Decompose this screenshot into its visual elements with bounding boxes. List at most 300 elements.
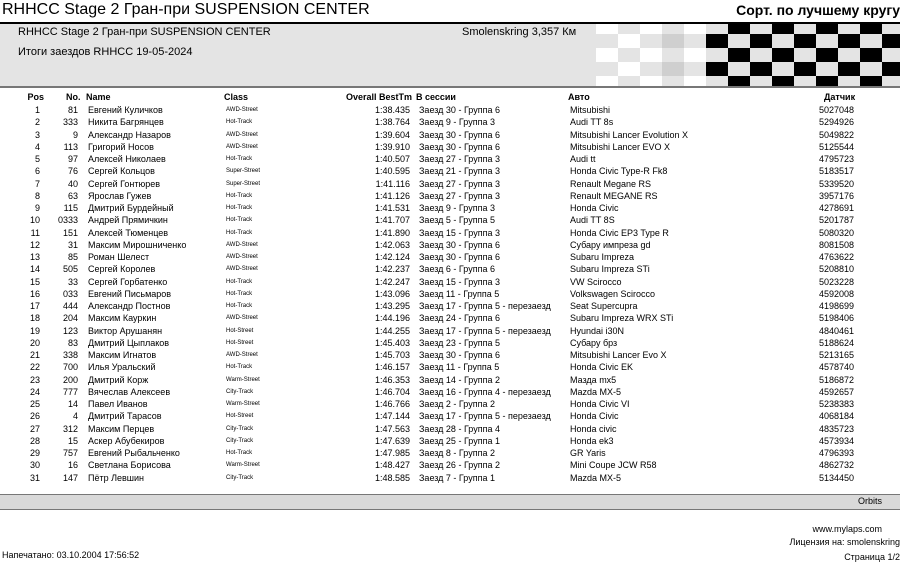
cell-class: AWD-Street bbox=[226, 242, 258, 248]
cell-session: Заезд 17 - Группа 5 - перезаезд bbox=[419, 411, 551, 421]
cell-session: Заезд 30 - Группа 6 bbox=[419, 130, 500, 140]
event-header-band bbox=[0, 24, 900, 88]
cell-name: Ярослав Гужев bbox=[88, 191, 151, 201]
cell-sensor: 5186872 bbox=[790, 375, 854, 385]
cell-pos: 3 bbox=[0, 130, 40, 140]
cell-name: Сергей Кольцов bbox=[88, 166, 155, 176]
cell-car: Renault MEGANE RS bbox=[570, 191, 658, 201]
cell-class: City-Track bbox=[226, 426, 253, 432]
cell-time: 1:41.126 bbox=[330, 191, 410, 201]
cell-class: Warm-Street bbox=[226, 462, 260, 468]
cell-car: Mazda MX-5 bbox=[570, 473, 621, 483]
cell-pos: 6 bbox=[0, 166, 40, 176]
cell-time: 1:40.595 bbox=[330, 166, 410, 176]
license-text: Лицензия на: smolenskring bbox=[790, 537, 900, 547]
cell-name: Илья Уральский bbox=[88, 362, 156, 372]
cell-no: 31 bbox=[42, 240, 78, 250]
cell-time: 1:46.157 bbox=[330, 362, 410, 372]
cell-car: Mitsubishi Lancer Evo X bbox=[570, 350, 667, 360]
cell-class: Super-Street bbox=[226, 181, 260, 187]
table-row bbox=[0, 215, 900, 227]
cell-sensor: 4840461 bbox=[790, 326, 854, 336]
cell-pos: 9 bbox=[0, 203, 40, 213]
cell-session: Заезд 11 - Группа 5 bbox=[419, 362, 499, 372]
cell-no: 147 bbox=[42, 473, 78, 483]
cell-time: 1:41.890 bbox=[330, 228, 410, 238]
cell-pos: 1 bbox=[0, 105, 40, 115]
cell-session: Заезд 17 - Группа 5 - перезаезд bbox=[419, 326, 551, 336]
cell-car: VW Scirocco bbox=[570, 277, 622, 287]
cell-no: 777 bbox=[42, 387, 78, 397]
cell-sensor: 5198406 bbox=[790, 313, 854, 323]
cell-pos: 31 bbox=[0, 473, 40, 483]
cell-session: Заезд 23 - Группа 5 bbox=[419, 338, 500, 348]
cell-sensor: 8081508 bbox=[790, 240, 854, 250]
cell-class: AWD-Street bbox=[226, 144, 258, 150]
cell-sensor: 5049822 bbox=[790, 130, 854, 140]
table-row bbox=[0, 289, 900, 301]
cell-sensor: 4578740 bbox=[790, 362, 854, 372]
cell-pos: 29 bbox=[0, 448, 40, 458]
report-title-bar bbox=[0, 0, 900, 24]
cell-name: Дмитрий Тарасов bbox=[88, 411, 162, 421]
cell-session: Заезд 28 - Группа 4 bbox=[419, 424, 500, 434]
cell-session: Заезд 30 - Группа 6 bbox=[419, 142, 500, 152]
table-row bbox=[0, 326, 900, 338]
cell-pos: 17 bbox=[0, 301, 40, 311]
cell-time: 1:43.295 bbox=[330, 301, 410, 311]
header-pos: Pos bbox=[0, 92, 44, 102]
cell-sensor: 5213165 bbox=[790, 350, 854, 360]
cell-no: 76 bbox=[42, 166, 78, 176]
cell-time: 1:39.910 bbox=[330, 142, 410, 152]
cell-time: 1:38.435 bbox=[330, 105, 410, 115]
cell-time: 1:47.144 bbox=[330, 411, 410, 421]
table-row bbox=[0, 142, 900, 154]
cell-no: 444 bbox=[42, 301, 78, 311]
results-title: Итоги заездов RHHCC 19-05-2024 bbox=[18, 46, 192, 58]
cell-pos: 22 bbox=[0, 362, 40, 372]
cell-no: 204 bbox=[42, 313, 78, 323]
table-header bbox=[0, 92, 900, 104]
cell-sensor: 5080320 bbox=[790, 228, 854, 238]
cell-session: Заезд 25 - Группа 1 bbox=[419, 436, 500, 446]
header-best-time: Overall BestTm bbox=[346, 92, 412, 102]
cell-pos: 14 bbox=[0, 264, 40, 274]
cell-session: Заезд 2 - Группа 2 bbox=[419, 399, 495, 409]
cell-name: Александр Постнов bbox=[88, 301, 170, 311]
cell-car: Мазда mx5 bbox=[570, 375, 616, 385]
cell-pos: 4 bbox=[0, 142, 40, 152]
cell-no: 85 bbox=[42, 252, 78, 262]
cell-car: Renault Megane RS bbox=[570, 179, 651, 189]
cell-time: 1:46.766 bbox=[330, 399, 410, 409]
table-row bbox=[0, 350, 900, 362]
cell-sensor: 5023228 bbox=[790, 277, 854, 287]
cell-sensor: 5339520 bbox=[790, 179, 854, 189]
event-name: RHHCC Stage 2 Гран-при SUSPENSION CENTER bbox=[18, 26, 271, 38]
cell-pos: 11 bbox=[0, 228, 40, 238]
cell-no: 123 bbox=[42, 326, 78, 336]
cell-pos: 8 bbox=[0, 191, 40, 201]
cell-time: 1:41.707 bbox=[330, 215, 410, 225]
cell-class: Hot-Track bbox=[226, 450, 252, 456]
table-row bbox=[0, 264, 900, 276]
cell-class: Warm-Street bbox=[226, 377, 260, 383]
cell-time: 1:41.116 bbox=[330, 179, 410, 189]
cell-time: 1:47.639 bbox=[330, 436, 410, 446]
table-row bbox=[0, 166, 900, 178]
table-row bbox=[0, 424, 900, 436]
cell-class: Hot-Track bbox=[226, 193, 252, 199]
table-row bbox=[0, 436, 900, 448]
cell-car: Honda Civic VI bbox=[570, 399, 630, 409]
cell-car: Honda Civic Type-R Fk8 bbox=[570, 166, 667, 176]
cell-no: 338 bbox=[42, 350, 78, 360]
cell-pos: 12 bbox=[0, 240, 40, 250]
table-row bbox=[0, 448, 900, 460]
table-row bbox=[0, 473, 900, 485]
cell-time: 1:43.096 bbox=[330, 289, 410, 299]
cell-car: Subaru Impreza WRX STi bbox=[570, 313, 673, 323]
cell-sensor: 5208810 bbox=[790, 264, 854, 274]
cell-no: 200 bbox=[42, 375, 78, 385]
cell-name: Вячеслав Алексеев bbox=[88, 387, 170, 397]
cell-session: Заезд 27 - Группа 3 bbox=[419, 179, 500, 189]
cell-time: 1:38.764 bbox=[330, 117, 410, 127]
table-row bbox=[0, 460, 900, 472]
cell-no: 14 bbox=[42, 399, 78, 409]
cell-class: Warm-Street bbox=[226, 401, 260, 407]
cell-session: Заезд 9 - Группа 3 bbox=[419, 203, 495, 213]
cell-name: Александр Назаров bbox=[88, 130, 171, 140]
cell-class: AWD-Street bbox=[226, 132, 258, 138]
cell-class: Hot-Street bbox=[226, 340, 253, 346]
cell-no: 151 bbox=[42, 228, 78, 238]
cell-session: Заезд 6 - Группа 6 bbox=[419, 264, 495, 274]
cell-pos: 10 bbox=[0, 215, 40, 225]
cell-pos: 7 bbox=[0, 179, 40, 189]
cell-sensor: 4763622 bbox=[790, 252, 854, 262]
header-class: Class bbox=[224, 92, 248, 102]
cell-name: Павел Иванов bbox=[88, 399, 148, 409]
cell-name: Евгений Рыбальченко bbox=[88, 448, 180, 458]
cell-class: City-Track bbox=[226, 389, 253, 395]
cell-name: Дмитрий Бурдейный bbox=[88, 203, 174, 213]
cell-time: 1:39.604 bbox=[330, 130, 410, 140]
cell-sensor: 4796393 bbox=[790, 448, 854, 458]
cell-pos: 24 bbox=[0, 387, 40, 397]
cell-class: Hot-Track bbox=[226, 279, 252, 285]
cell-name: Григорий Носов bbox=[88, 142, 154, 152]
cell-sensor: 5183517 bbox=[790, 166, 854, 176]
orbits-label: Orbits bbox=[858, 496, 882, 506]
cell-name: Максим Кауркин bbox=[88, 313, 156, 323]
cell-class: Super-Street bbox=[226, 168, 260, 174]
cell-car: Seat Supercupra bbox=[570, 301, 638, 311]
report-title: RHHCC Stage 2 Гран-при SUSPENSION CENTER bbox=[2, 1, 370, 19]
cell-name: Максим Мирошниченко bbox=[88, 240, 186, 250]
cell-class: Hot-Track bbox=[226, 156, 252, 162]
cell-class: Hot-Track bbox=[226, 303, 252, 309]
cell-name: Максим Игнатов bbox=[88, 350, 156, 360]
cell-pos: 19 bbox=[0, 326, 40, 336]
cell-no: 700 bbox=[42, 362, 78, 372]
table-row bbox=[0, 411, 900, 423]
cell-car: Subaru Impreza STi bbox=[570, 264, 650, 274]
cell-car: Volkswagen Scirocco bbox=[570, 289, 655, 299]
cell-no: 63 bbox=[42, 191, 78, 201]
cell-no: 505 bbox=[42, 264, 78, 274]
cell-name: Дмитрий Корж bbox=[88, 375, 148, 385]
cell-session: Заезд 7 - Группа 1 bbox=[419, 473, 495, 483]
cell-no: 0333 bbox=[42, 215, 78, 225]
cell-no: 15 bbox=[42, 436, 78, 446]
cell-pos: 2 bbox=[0, 117, 40, 127]
cell-session: Заезд 8 - Группа 2 bbox=[419, 448, 495, 458]
cell-car: Honda ek3 bbox=[570, 436, 614, 446]
cell-pos: 5 bbox=[0, 154, 40, 164]
cell-sensor: 5238383 bbox=[790, 399, 854, 409]
cell-pos: 15 bbox=[0, 277, 40, 287]
cell-class: City-Track bbox=[226, 438, 253, 444]
cell-name: Аскер Абубекиров bbox=[88, 436, 164, 446]
cell-sensor: 4198699 bbox=[790, 301, 854, 311]
cell-time: 1:44.196 bbox=[330, 313, 410, 323]
cell-name: Никита Багрянцев bbox=[88, 117, 164, 127]
cell-class: AWD-Street bbox=[226, 315, 258, 321]
table-row bbox=[0, 399, 900, 411]
cell-class: City-Track bbox=[226, 475, 253, 481]
cell-session: Заезд 9 - Группа 3 bbox=[419, 117, 495, 127]
cell-time: 1:48.585 bbox=[330, 473, 410, 483]
table-row bbox=[0, 228, 900, 240]
cell-session: Заезд 30 - Группа 6 bbox=[419, 350, 500, 360]
table-row bbox=[0, 362, 900, 374]
cell-pos: 27 bbox=[0, 424, 40, 434]
cell-pos: 28 bbox=[0, 436, 40, 446]
cell-sensor: 4592657 bbox=[790, 387, 854, 397]
cell-time: 1:40.507 bbox=[330, 154, 410, 164]
cell-session: Заезд 27 - Группа 3 bbox=[419, 191, 500, 201]
cell-car: Honda Civic bbox=[570, 203, 619, 213]
cell-car: Hyundai i30N bbox=[570, 326, 624, 336]
cell-car: Mitsubishi bbox=[570, 105, 610, 115]
cell-car: Subaru Impreza bbox=[570, 252, 634, 262]
table-row bbox=[0, 338, 900, 350]
cell-session: Заезд 5 - Группа 5 bbox=[419, 215, 495, 225]
cell-car: Mazda MX-5 bbox=[570, 387, 621, 397]
cell-session: Заезд 15 - Группа 3 bbox=[419, 228, 500, 238]
cell-time: 1:42.237 bbox=[330, 264, 410, 274]
cell-car: Mini Coupe JCW R58 bbox=[570, 460, 657, 470]
cell-pos: 16 bbox=[0, 289, 40, 299]
cell-session: Заезд 24 - Группа 6 bbox=[419, 313, 500, 323]
cell-no: 113 bbox=[42, 142, 78, 152]
cell-name: Роман Шелест bbox=[88, 252, 149, 262]
cell-sensor: 5125544 bbox=[790, 142, 854, 152]
cell-time: 1:45.403 bbox=[330, 338, 410, 348]
table-row bbox=[0, 117, 900, 129]
cell-session: Заезд 26 - Группа 2 bbox=[419, 460, 500, 470]
cell-sensor: 5201787 bbox=[790, 215, 854, 225]
cell-sensor: 5027048 bbox=[790, 105, 854, 115]
cell-session: Заезд 30 - Группа 6 bbox=[419, 252, 500, 262]
cell-session: Заезд 15 - Группа 3 bbox=[419, 277, 500, 287]
cell-pos: 18 bbox=[0, 313, 40, 323]
cell-session: Заезд 16 - Группа 4 - перезаезд bbox=[419, 387, 551, 397]
table-row bbox=[0, 191, 900, 203]
cell-pos: 23 bbox=[0, 375, 40, 385]
cell-session: Заезд 14 - Группа 2 bbox=[419, 375, 500, 385]
cell-car: Honda Civic EK bbox=[570, 362, 633, 372]
cell-time: 1:42.063 bbox=[330, 240, 410, 250]
cell-no: 9 bbox=[42, 130, 78, 140]
table-row bbox=[0, 179, 900, 191]
table-row bbox=[0, 105, 900, 117]
sort-mode: Сорт. по лучшему кругу bbox=[736, 2, 900, 18]
checkered-flag-graphic bbox=[596, 24, 900, 86]
cell-time: 1:46.704 bbox=[330, 387, 410, 397]
cell-pos: 20 bbox=[0, 338, 40, 348]
table-row bbox=[0, 130, 900, 142]
cell-name: Дмитрий Цыплаков bbox=[88, 338, 169, 348]
cell-sensor: 4592008 bbox=[790, 289, 854, 299]
cell-sensor: 4795723 bbox=[790, 154, 854, 164]
cell-time: 1:47.563 bbox=[330, 424, 410, 434]
table-row bbox=[0, 203, 900, 215]
cell-name: Максим Перцев bbox=[88, 424, 154, 434]
cell-no: 033 bbox=[42, 289, 78, 299]
table-row bbox=[0, 240, 900, 252]
cell-session: Заезд 27 - Группа 3 bbox=[419, 154, 500, 164]
cell-class: Hot-Track bbox=[226, 230, 252, 236]
cell-car: Mitsubishi Lancer EVO X bbox=[570, 142, 670, 152]
cell-name: Евгений Письмаров bbox=[88, 289, 171, 299]
cell-name: Виктор Арушанян bbox=[88, 326, 162, 336]
cell-pos: 30 bbox=[0, 460, 40, 470]
table-row bbox=[0, 301, 900, 313]
cell-class: Hot-Street bbox=[226, 413, 253, 419]
cell-session: Заезд 17 - Группа 5 - перезаезд bbox=[419, 301, 551, 311]
header-sensor: Датчик bbox=[824, 92, 855, 102]
cell-time: 1:47.985 bbox=[330, 448, 410, 458]
cell-sensor: 4573934 bbox=[790, 436, 854, 446]
cell-car: Mitsubishi Lancer Evolution X bbox=[570, 130, 688, 140]
cell-class: AWD-Street bbox=[226, 107, 258, 113]
cell-sensor: 4068184 bbox=[790, 411, 854, 421]
cell-no: 115 bbox=[42, 203, 78, 213]
cell-sensor: 5188624 bbox=[790, 338, 854, 348]
website-link[interactable]: www.mylaps.com bbox=[812, 524, 882, 534]
cell-name: Сергей Королев bbox=[88, 264, 155, 274]
table-row bbox=[0, 375, 900, 387]
cell-class: AWD-Street bbox=[226, 266, 258, 272]
cell-pos: 21 bbox=[0, 350, 40, 360]
printed-timestamp: Напечатано: 03.10.2004 17:56:52 bbox=[2, 550, 139, 560]
cell-sensor: 3957176 bbox=[790, 191, 854, 201]
cell-car: Honda civic bbox=[570, 424, 617, 434]
cell-no: 97 bbox=[42, 154, 78, 164]
header-session: В сессии bbox=[416, 92, 456, 102]
cell-time: 1:44.255 bbox=[330, 326, 410, 336]
cell-class: AWD-Street bbox=[226, 352, 258, 358]
cell-time: 1:42.124 bbox=[330, 252, 410, 262]
cell-time: 1:48.427 bbox=[330, 460, 410, 470]
cell-car: Audi tt bbox=[570, 154, 596, 164]
cell-no: 4 bbox=[42, 411, 78, 421]
cell-car: Honda Civic EP3 Type R bbox=[570, 228, 669, 238]
cell-no: 757 bbox=[42, 448, 78, 458]
cell-no: 312 bbox=[42, 424, 78, 434]
cell-time: 1:45.703 bbox=[330, 350, 410, 360]
cell-name: Сергей Гонтюрев bbox=[88, 179, 160, 189]
table-row bbox=[0, 387, 900, 399]
cell-no: 40 bbox=[42, 179, 78, 189]
cell-no: 33 bbox=[42, 277, 78, 287]
cell-name: Андрей Прямичкин bbox=[88, 215, 168, 225]
cell-no: 16 bbox=[42, 460, 78, 470]
cell-class: Hot-Track bbox=[226, 119, 252, 125]
cell-no: 333 bbox=[42, 117, 78, 127]
cell-session: Заезд 30 - Группа 6 bbox=[419, 240, 500, 250]
cell-time: 1:42.247 bbox=[330, 277, 410, 287]
cell-pos: 26 bbox=[0, 411, 40, 421]
cell-car: Субару импреза gd bbox=[570, 240, 651, 250]
header-no: No. bbox=[66, 92, 81, 102]
cell-name: Евгений Куличков bbox=[88, 105, 163, 115]
cell-class: AWD-Street bbox=[226, 254, 258, 260]
header-car: Авто bbox=[568, 92, 590, 102]
footer-bar bbox=[0, 494, 900, 510]
cell-car: GR Yaris bbox=[570, 448, 606, 458]
cell-pos: 13 bbox=[0, 252, 40, 262]
cell-session: Заезд 21 - Группа 3 bbox=[419, 166, 500, 176]
cell-class: Hot-Track bbox=[226, 364, 252, 370]
cell-session: Заезд 30 - Группа 6 bbox=[419, 105, 500, 115]
cell-no: 83 bbox=[42, 338, 78, 348]
cell-no: 81 bbox=[42, 105, 78, 115]
cell-sensor: 4835723 bbox=[790, 424, 854, 434]
cell-sensor: 5134450 bbox=[790, 473, 854, 483]
cell-car: Субару брз bbox=[570, 338, 617, 348]
cell-sensor: 4862732 bbox=[790, 460, 854, 470]
cell-car: Audi TT 8S bbox=[570, 215, 615, 225]
cell-class: Hot-Track bbox=[226, 205, 252, 211]
cell-name: Алексей Тюменцев bbox=[88, 228, 168, 238]
table-row bbox=[0, 252, 900, 264]
cell-class: Hot-Track bbox=[226, 217, 252, 223]
cell-sensor: 4278691 bbox=[790, 203, 854, 213]
cell-pos: 25 bbox=[0, 399, 40, 409]
cell-class: Hot-Street bbox=[226, 328, 253, 334]
table-row bbox=[0, 313, 900, 325]
cell-car: Honda Civic bbox=[570, 411, 619, 421]
page-number: Страница 1/2 bbox=[844, 552, 900, 562]
header-name: Name bbox=[86, 92, 111, 102]
cell-sensor: 5294926 bbox=[790, 117, 854, 127]
cell-name: Пётр Левшин bbox=[88, 473, 144, 483]
cell-time: 1:41.531 bbox=[330, 203, 410, 213]
cell-class: Hot-Track bbox=[226, 291, 252, 297]
track-name: Smolenskring 3,357 Км bbox=[462, 26, 576, 38]
cell-session: Заезд 11 - Группа 5 bbox=[419, 289, 499, 299]
cell-name: Светлана Борисова bbox=[88, 460, 171, 470]
cell-car: Audi TT 8s bbox=[570, 117, 613, 127]
cell-name: Сергей Горбатенко bbox=[88, 277, 167, 287]
cell-time: 1:46.353 bbox=[330, 375, 410, 385]
table-row bbox=[0, 277, 900, 289]
